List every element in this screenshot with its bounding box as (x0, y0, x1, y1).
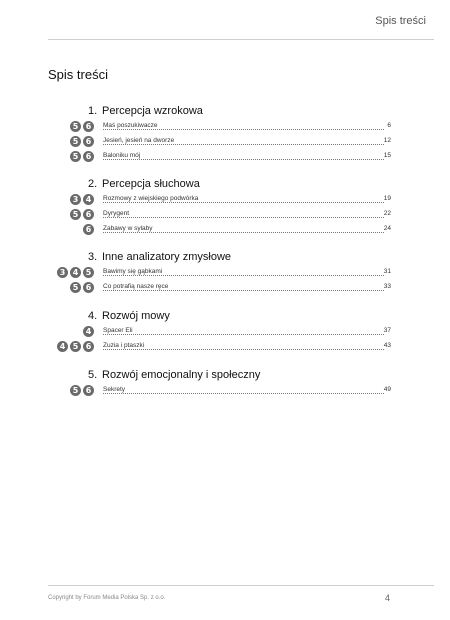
entry-page-number: 49 (383, 386, 391, 393)
age-badge-icon: 5 (83, 267, 94, 278)
toc-entry[interactable] (0, 121, 450, 135)
age-badge-icon: 6 (83, 341, 94, 352)
age-badges (70, 385, 94, 396)
age-badges (70, 194, 94, 205)
header-divider (48, 39, 434, 40)
toc-entry[interactable] (0, 209, 450, 223)
age-badges (57, 341, 94, 352)
section-heading (88, 310, 170, 322)
section-number: 3. (88, 251, 98, 263)
entry-title: Baloniku mój (103, 152, 141, 159)
entry-page-number: 33 (383, 283, 391, 290)
dot-leader (103, 232, 384, 233)
section-title: Percepcja wzrokowa (102, 105, 203, 117)
section-heading (88, 178, 200, 190)
section-heading (88, 251, 231, 263)
age-badges (83, 326, 94, 337)
entry-title: Dyrygent (103, 210, 130, 217)
age-badge-icon: 4 (83, 326, 94, 337)
section-heading (88, 105, 203, 117)
age-badges (70, 121, 94, 132)
entry-page-number: 19 (383, 195, 391, 202)
age-badges (83, 224, 94, 235)
toc-entry[interactable] (0, 326, 450, 340)
toc-entry[interactable] (0, 151, 450, 165)
section-number: 1. (88, 105, 98, 117)
toc-entry[interactable] (0, 194, 450, 208)
entry-title: Rozmowy z wiejskiego podwórka (103, 195, 199, 202)
entry-page-number: 43 (383, 342, 391, 349)
age-badge-icon: 4 (57, 341, 68, 352)
age-badge-icon: 3 (70, 194, 81, 205)
age-badge-icon: 6 (83, 121, 94, 132)
entry-title: Maś poszukiwacze (103, 122, 158, 129)
age-badge-icon: 6 (83, 209, 94, 220)
age-badge-icon: 6 (83, 151, 94, 162)
dot-leader (103, 144, 384, 145)
section-title: Percepcja słuchowa (102, 178, 200, 190)
toc-entry[interactable] (0, 341, 450, 355)
age-badges (70, 136, 94, 147)
dot-leader (103, 202, 384, 203)
section-number: 5. (88, 369, 98, 381)
section-heading (88, 369, 260, 381)
dot-leader (103, 349, 384, 350)
entry-page-number: 22 (383, 210, 391, 217)
entry-title: Spacer Eli (103, 327, 133, 334)
toc-entry[interactable] (0, 282, 450, 296)
age-badge-icon: 5 (70, 385, 81, 396)
dot-leader (103, 275, 384, 276)
age-badges (70, 282, 94, 293)
age-badge-icon: 6 (83, 385, 94, 396)
age-badge-icon: 5 (70, 282, 81, 293)
toc-entry[interactable] (0, 385, 450, 399)
entry-title: Zabawy w sylaby (103, 225, 153, 232)
age-badges (70, 209, 94, 220)
entry-title: Co potrafią nasze ręce (103, 283, 169, 290)
age-badge-icon: 4 (83, 194, 94, 205)
dot-leader (103, 129, 384, 130)
section-title: Rozwój mowy (102, 310, 170, 322)
toc-title: Spis treści (48, 67, 108, 82)
age-badge-icon: 6 (83, 224, 94, 235)
entry-title: Jesień, jesień na dworze (103, 137, 175, 144)
footer-page-number: 4 (384, 593, 390, 603)
entry-page-number: 37 (383, 327, 391, 334)
entry-page-number: 31 (383, 268, 391, 275)
entry-title: Zuzia i ptaszki (103, 342, 145, 349)
age-badge-icon: 3 (57, 267, 68, 278)
age-badge-icon: 5 (70, 151, 81, 162)
footer-copyright: Copyright by Forum Media Polska Sp. z o.o. (48, 595, 166, 601)
entry-page-number: 15 (383, 152, 391, 159)
age-badge-icon: 5 (70, 121, 81, 132)
entry-page-number: 6 (387, 122, 391, 129)
toc-entry[interactable] (0, 136, 450, 150)
dot-leader (103, 159, 384, 160)
entry-title: Bawimy się gąbkami (103, 268, 163, 275)
age-badge-icon: 4 (70, 267, 81, 278)
age-badges (57, 267, 94, 278)
dot-leader (103, 334, 384, 335)
dot-leader (103, 217, 384, 218)
entry-page-number: 24 (383, 225, 391, 232)
age-badges (70, 151, 94, 162)
section-title: Rozwój emocjonalny i społeczny (102, 369, 261, 381)
dot-leader (103, 290, 384, 291)
section-title: Inne analizatory zmysłowe (102, 251, 232, 263)
toc-entry[interactable] (0, 224, 450, 238)
section-number: 4. (88, 310, 98, 322)
entry-title: Sekrety (103, 386, 126, 393)
section-number: 2. (88, 178, 98, 190)
age-badge-icon: 5 (70, 341, 81, 352)
footer-divider (48, 585, 434, 586)
toc-entry[interactable] (0, 267, 450, 281)
running-title: Spis treści (375, 15, 426, 27)
age-badge-icon: 5 (70, 209, 81, 220)
entry-page-number: 12 (383, 137, 391, 144)
dot-leader (103, 393, 384, 394)
age-badge-icon: 5 (70, 136, 81, 147)
age-badge-icon: 6 (83, 282, 94, 293)
age-badge-icon: 6 (83, 136, 94, 147)
